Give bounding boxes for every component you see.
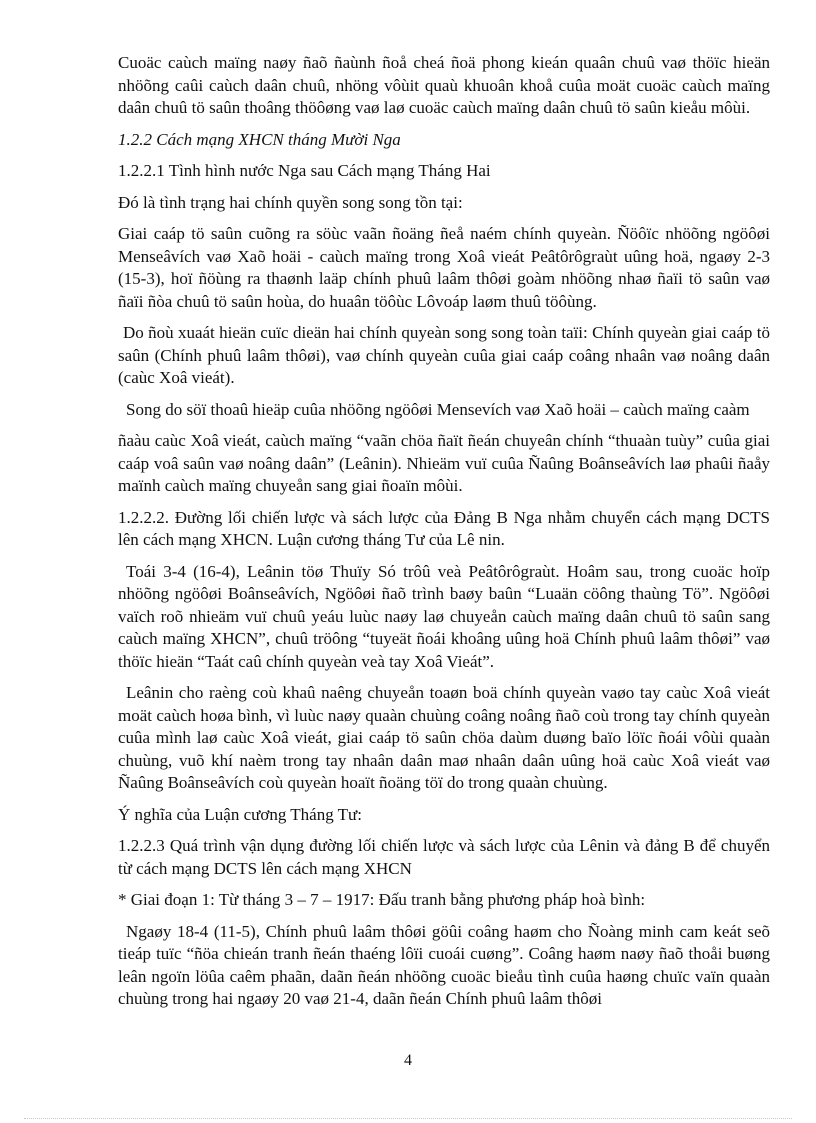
paragraph-two-governments: Do ñoù xuaát hieän cuïc dieän hai chính quyeàn song song toàn taïi: Chính quyeàn giai caáp tö saûn (Chính phuû laâm thôøi), vaø chính quyeàn cuûa giai caáp coâng nhaân vaø noâng daân (caùc Xoâ vieát). bbox=[118, 323, 770, 387]
page-bottom-divider bbox=[24, 1118, 792, 1119]
paragraph-stage-1: * Giai đoạn 1: Từ tháng 3 – 7 – 1917: Đấu tranh bằng phương pháp hoà bình: bbox=[118, 890, 646, 909]
paragraph-bourgeoisie: Giai caáp tö saûn cuõng ra söùc vaãn ñoäng ñeå naém chính quyeàn. Ñöôïc nhöõng ngöôøi Menseâvích vaø Xaõ hoäi - caùch maïng trong Xoâ vieát Peâtôrôgraùt uûng hoä, ngaøy 2-3 (15-3), hoï ñöùng ra thaønh laäp chính phuû laâm thôøi goàm nhöõng nhaø ñaïi tö saûn vaø ñaïi ñòa chuû tö saûn hoùa, do huaân töôùc Lôvoáp laøm thuû töôùng. bbox=[118, 224, 770, 311]
section-heading-1-2-2-3: 1.2.2.3 Quá trình vận dụng đường lối chiến lược và sách lược của Lênin và đảng B để chuyển từ cách mạng DCTS lên cách mạng XHCN bbox=[118, 836, 770, 878]
page-number: 4 bbox=[404, 1052, 412, 1069]
paragraph-lenin-april-theses: Toái 3-4 (16-4), Leânin töø Thuïy Só trôû veà Peâtôrôgraùt. Hoâm sau, trong cuoäc hoïp nhöõng ngöôøi Boânseâvích, Ngöôøi ñaõ trình baøy baûn “Luaän cöông thaùng Tö”. Ngöôøi vaïch roõ nhieäm vuï chuû yeáu luùc naøy laø chuyeån caùch maïng daân chuû tö saûn sang caùch maïng XHCN”, chuû tröông “tuyeät ñoái khoâng uûng hoä Chính phuû laâm thôøi” vaø thöïc hieän “Taát caû chính quyeàn veà tay Xoâ Vieát”. bbox=[118, 561, 770, 671]
paragraph-significance: Ý nghĩa của Luận cương Tháng Tư: bbox=[118, 804, 362, 824]
paragraph-peaceful-transfer: Leânin cho raèng coù khaû naêng chuyeån toaøn boä chính quyeàn vaøo tay caùc Xoâ vieát moät caùch hoøa bình, vì luùc naøy quaàn chuùng coâng noâng ñaõ coù trong tay chính quyeàn cuûa mình laø caùc Xoâ vieát, giai caáp tö saûn chöa daùm duøng baïo löïc ñoái vôùi quaàn chuùng, vuõ khí naèm trong tay nhaân daân maø nhaân daân uûng hoä caùc Xoâ vieát vaø Ñaûng Boânseâvích coù quyeàn hoaït ñoäng töï do trong quaàn chuùng. bbox=[118, 683, 770, 792]
paragraph-soviets: ñaàu caùc Xoâ vieát, caùch maïng “vaãn chöa ñaït ñeán chuyeân chính “thuaàn tuùy” cuûa giai caáp voâ saûn vaø noâng daân” (Leânin). Nhieäm vuï cuûa Ñaûng Boânseâvích laø phaûi ñaåy maïnh caùch maïng chuyeån sang giai ñoaïn môùi. bbox=[118, 431, 770, 495]
paragraph-compromise: Song do söï thoaû hieäp cuûa nhöõng ngöôøi Mensevích vaø Xaõ hoäi – caùch maïng caàm bbox=[126, 399, 750, 419]
paragraph-revolution-summary: Cuoäc caùch maïng naøy ñaõ ñaùnh ñoå cheá ñoä phong kieán quaân chuû vaø thöïc hieän nhöõng caûi caùch daân chuû, nhöng vôùit quaù khuoân khoå cuûa moät cuoäc caùch maïng daân chuû tö saûn thoâng thöôøng vaø laø cuoäc caùch maïng daân chuû tö saûn kieåu môùi. bbox=[118, 53, 770, 117]
section-heading-1-2-2-2: 1.2.2.2. Đường lối chiến lược và sách lược của Đảng B Nga nhằm chuyển cách mạng DCTS lên cách mạng XHCN. Luận cương tháng Tư của Lê nin. bbox=[118, 507, 770, 549]
page-body bbox=[118, 52, 770, 1011]
paragraph-provisional-government-note: Ngaøy 18-4 (11-5), Chính phuû laâm thôøi göûi coâng haøm cho Ñoàng minh cam keát seõ tieáp tuïc “ñöa chieán tranh ñeán thaéng lôïi cuoái cuøng”. Coâng haøm naøy ñaõ thoåi buøng leân ngoïn löûa caêm phaãn, daãn ñeán nhöõng cuoäc bieåu tình cuûa haøng chuïc vaïn quaàn chuùng trong hai ngaøy 20 vaø 21-4, daãn ñeán Chính phuû laâm thôøi bbox=[118, 921, 770, 1008]
section-heading-1-2-2: 1.2.2 Cách mạng XHCN tháng Mười Nga bbox=[118, 129, 401, 149]
section-heading-1-2-2-1: 1.2.2.1 Tình hình nước Nga sau Cách mạng Tháng Hai bbox=[118, 161, 491, 180]
paragraph-dual-power: Đó là tình trạng hai chính quyền song song tồn tại: bbox=[118, 192, 463, 212]
